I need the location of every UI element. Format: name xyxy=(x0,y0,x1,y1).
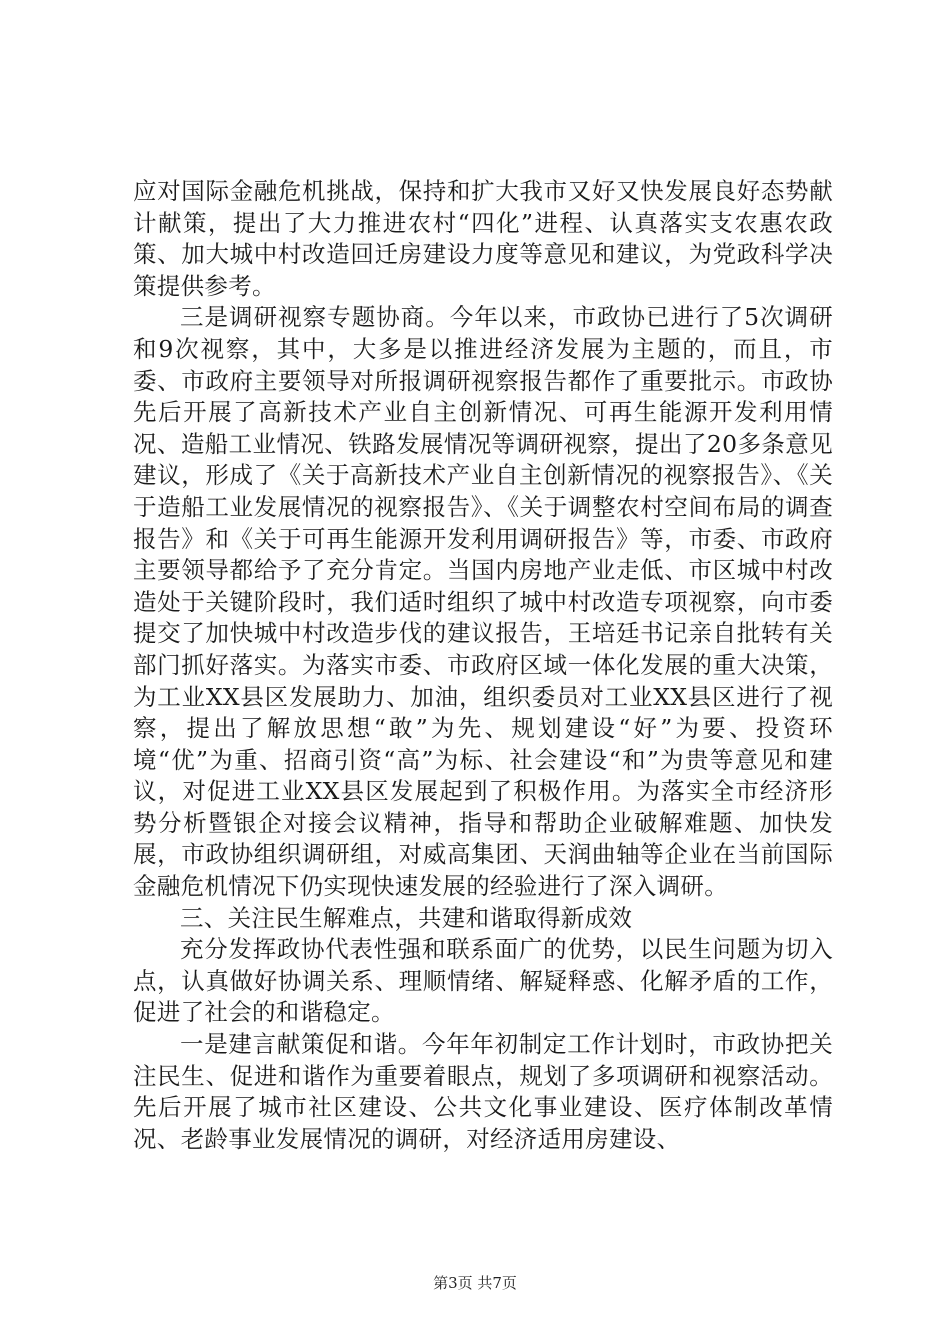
paragraph-2: 三是调研视察专题协商。今年以来，市政协已进行了5次调研和9次视察，其中，大多是以推进经济发展为主题的，而且，市委、市政府主要领导对所报调研视察报告都作了重要批示。市政协先后开展了高新技术产业自主创新情况、可再生能源开发利用情况、造船工业情况、铁路发展情况等调研视察，提出了20多条意见建议，形成了《关于高新技术产业自主创新情况的视察报告》、《关于造船工业发展情况的视察报告》、《关于调整农村空间布局的调查报告》和《关于可再生能源开发利用调研报告》等，市委、市政府主要领导都给予了充分肯定。当国内房地产业走低、市区城中村改造处于关键阶段时，我们适时组织了城中村改造专项视察，向市委提交了加快城中村改造步伐的建议报告，王培廷书记亲自批转有关部门抓好落实。为落实市委、市政府区域一体化发展的重大决策，为工业XX县区发展助力、加油，组织委员对工业XX县区进行了视察，提出了解放思想“敢”为先、规划建设“好”为要、投资环境“优”为重、招商引资“高”为标、社会建设“和”为贵等意见和建议，对促进工业XX县区发展起到了积极作用。为落实全市经济形势分析暨银企对接会议精神，指导和帮助企业破解难题、加快发展，市政协组织调研组，对威高集团、天润曲轴等企业在当前国际金融危机情况下仍实现快速发展的经验进行了深入调研。 xyxy=(133,303,833,901)
paragraph-1: 应对国际金融危机挑战，保持和扩大我市又好又快发展良好态势献计献策，提出了大力推进农村“四化”进程、认真落实支农惠农政策、加大城中村改造回迁房建设力度等意见和建议，为党政科学决策提供参考。 xyxy=(133,177,833,300)
paragraph-4: 一是建言献策促和谐。今年年初制定工作计划时，市政协把关注民生、促进和谐作为重要着眼点，规划了多项调研和视察活动。先后开展了城市社区建设、公共文化事业建设、医疗体制改革情况、老龄事业发展情况的调研，对经济适用房建设、 xyxy=(133,1030,833,1153)
document-body xyxy=(133,176,833,1155)
paragraph-3: 充分发挥政协代表性强和联系面广的优势，以民生问题为切入点，认真做好协调关系、理顺情绪、解疑释惑、化解矛盾的工作，促进了社会的和谐稳定。 xyxy=(133,935,833,1027)
page-number-footer: 第3页 共7页 xyxy=(433,1274,517,1292)
section-heading: 三、关注民生解难点，共建和谐取得新成效 xyxy=(180,903,633,932)
